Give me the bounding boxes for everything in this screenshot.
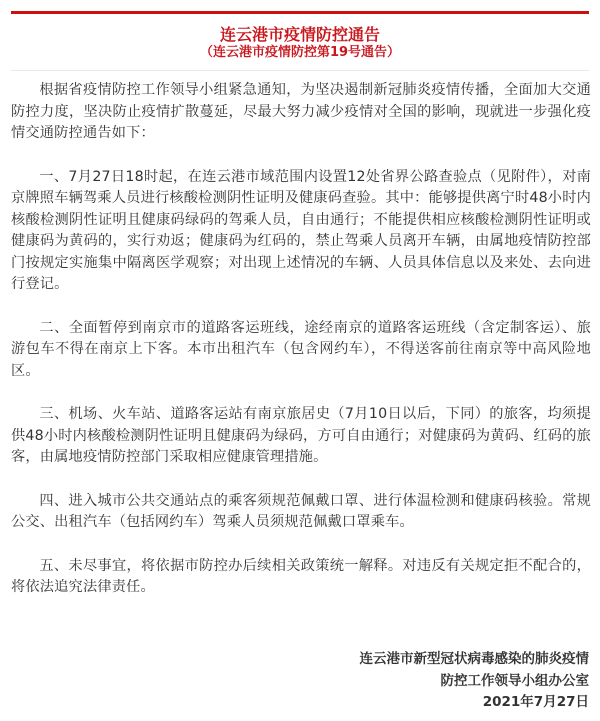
notice-subtitle: （连云港市疫情防控第19号通告）	[199, 45, 401, 60]
intro-paragraph: 根据省疫情防控工作领导小组紧急通知，为坚决遏制新冠肺炎疫情传播，全面加大交通防控力度，坚决防止疫情扩散蔓延，尽最大努力减少疫情对全国的影响，现就进一步强化疫情交通防控通告如下：	[11, 82, 591, 141]
item-paragraph-3: 三、机场、火车站、道路客运站有南京旅居史（7月10日以后，下同）的旅客，均须提供48小时内核酸检测阴性证明且健康码为绿码，方可自由通行；对健康码为黄码、红码的旅客，由属地疫情防控部门采取相应健康管理措施。	[11, 406, 591, 465]
signature-date: 2021年7月27日	[482, 694, 589, 710]
signature-org-line1: 连云港市新型冠状病毒感染的肺炎疫情	[359, 651, 589, 667]
notice-body	[11, 80, 591, 599]
item-paragraph-5: 五、未尽事宜，将依据市防控办后续相关政策统一解释。对违反有关规定拒不配合的，将依法追究法律责任。	[11, 557, 591, 595]
signature-org-line2: 防控工作领导小组办公室	[440, 672, 589, 689]
item-paragraph-1: 一、7月27日18时起，在连云港市域范围内设置12处省界公路查验点（见附件），对南京牌照车辆驾乘人员进行核酸检测阴性证明及健康码查验。其中：能够提供离宁时48小时内核酸检测阴性证明且健康码绿码的驾乘人员，自由通行；不能提供相应核酸检测阴性证明或健康码为黄码的，实行劝返；健康码为红码的，禁止驾乘人员离开车辆，由属地疫情防控部门按规定实施集中隔离医学观察；对出现上述情况的车辆、人员具体信息以及来处、去向进行登记。	[11, 168, 591, 292]
notice-title: 连云港市疫情防控通告	[219, 25, 380, 44]
item-paragraph-2: 二、全面暂停到南京市的道路客运班线，途经南京的道路客运班线（含定制客运）、旅游包车不得在南京上下客。本市出租汽车（包含网约车），不得送客前往南京等中高风险地区。	[11, 319, 591, 379]
item-paragraph-4: 四、进入城市公共交通站点的乘客须规范佩戴口罩、进行体温检测和健康码核验。常规公交、出租汽车（包括网约车）驾乘人员须规范佩戴口罩乘车。	[11, 492, 591, 530]
header-red-rule	[11, 11, 589, 14]
signature-block	[360, 649, 590, 714]
header-divider	[11, 70, 589, 71]
